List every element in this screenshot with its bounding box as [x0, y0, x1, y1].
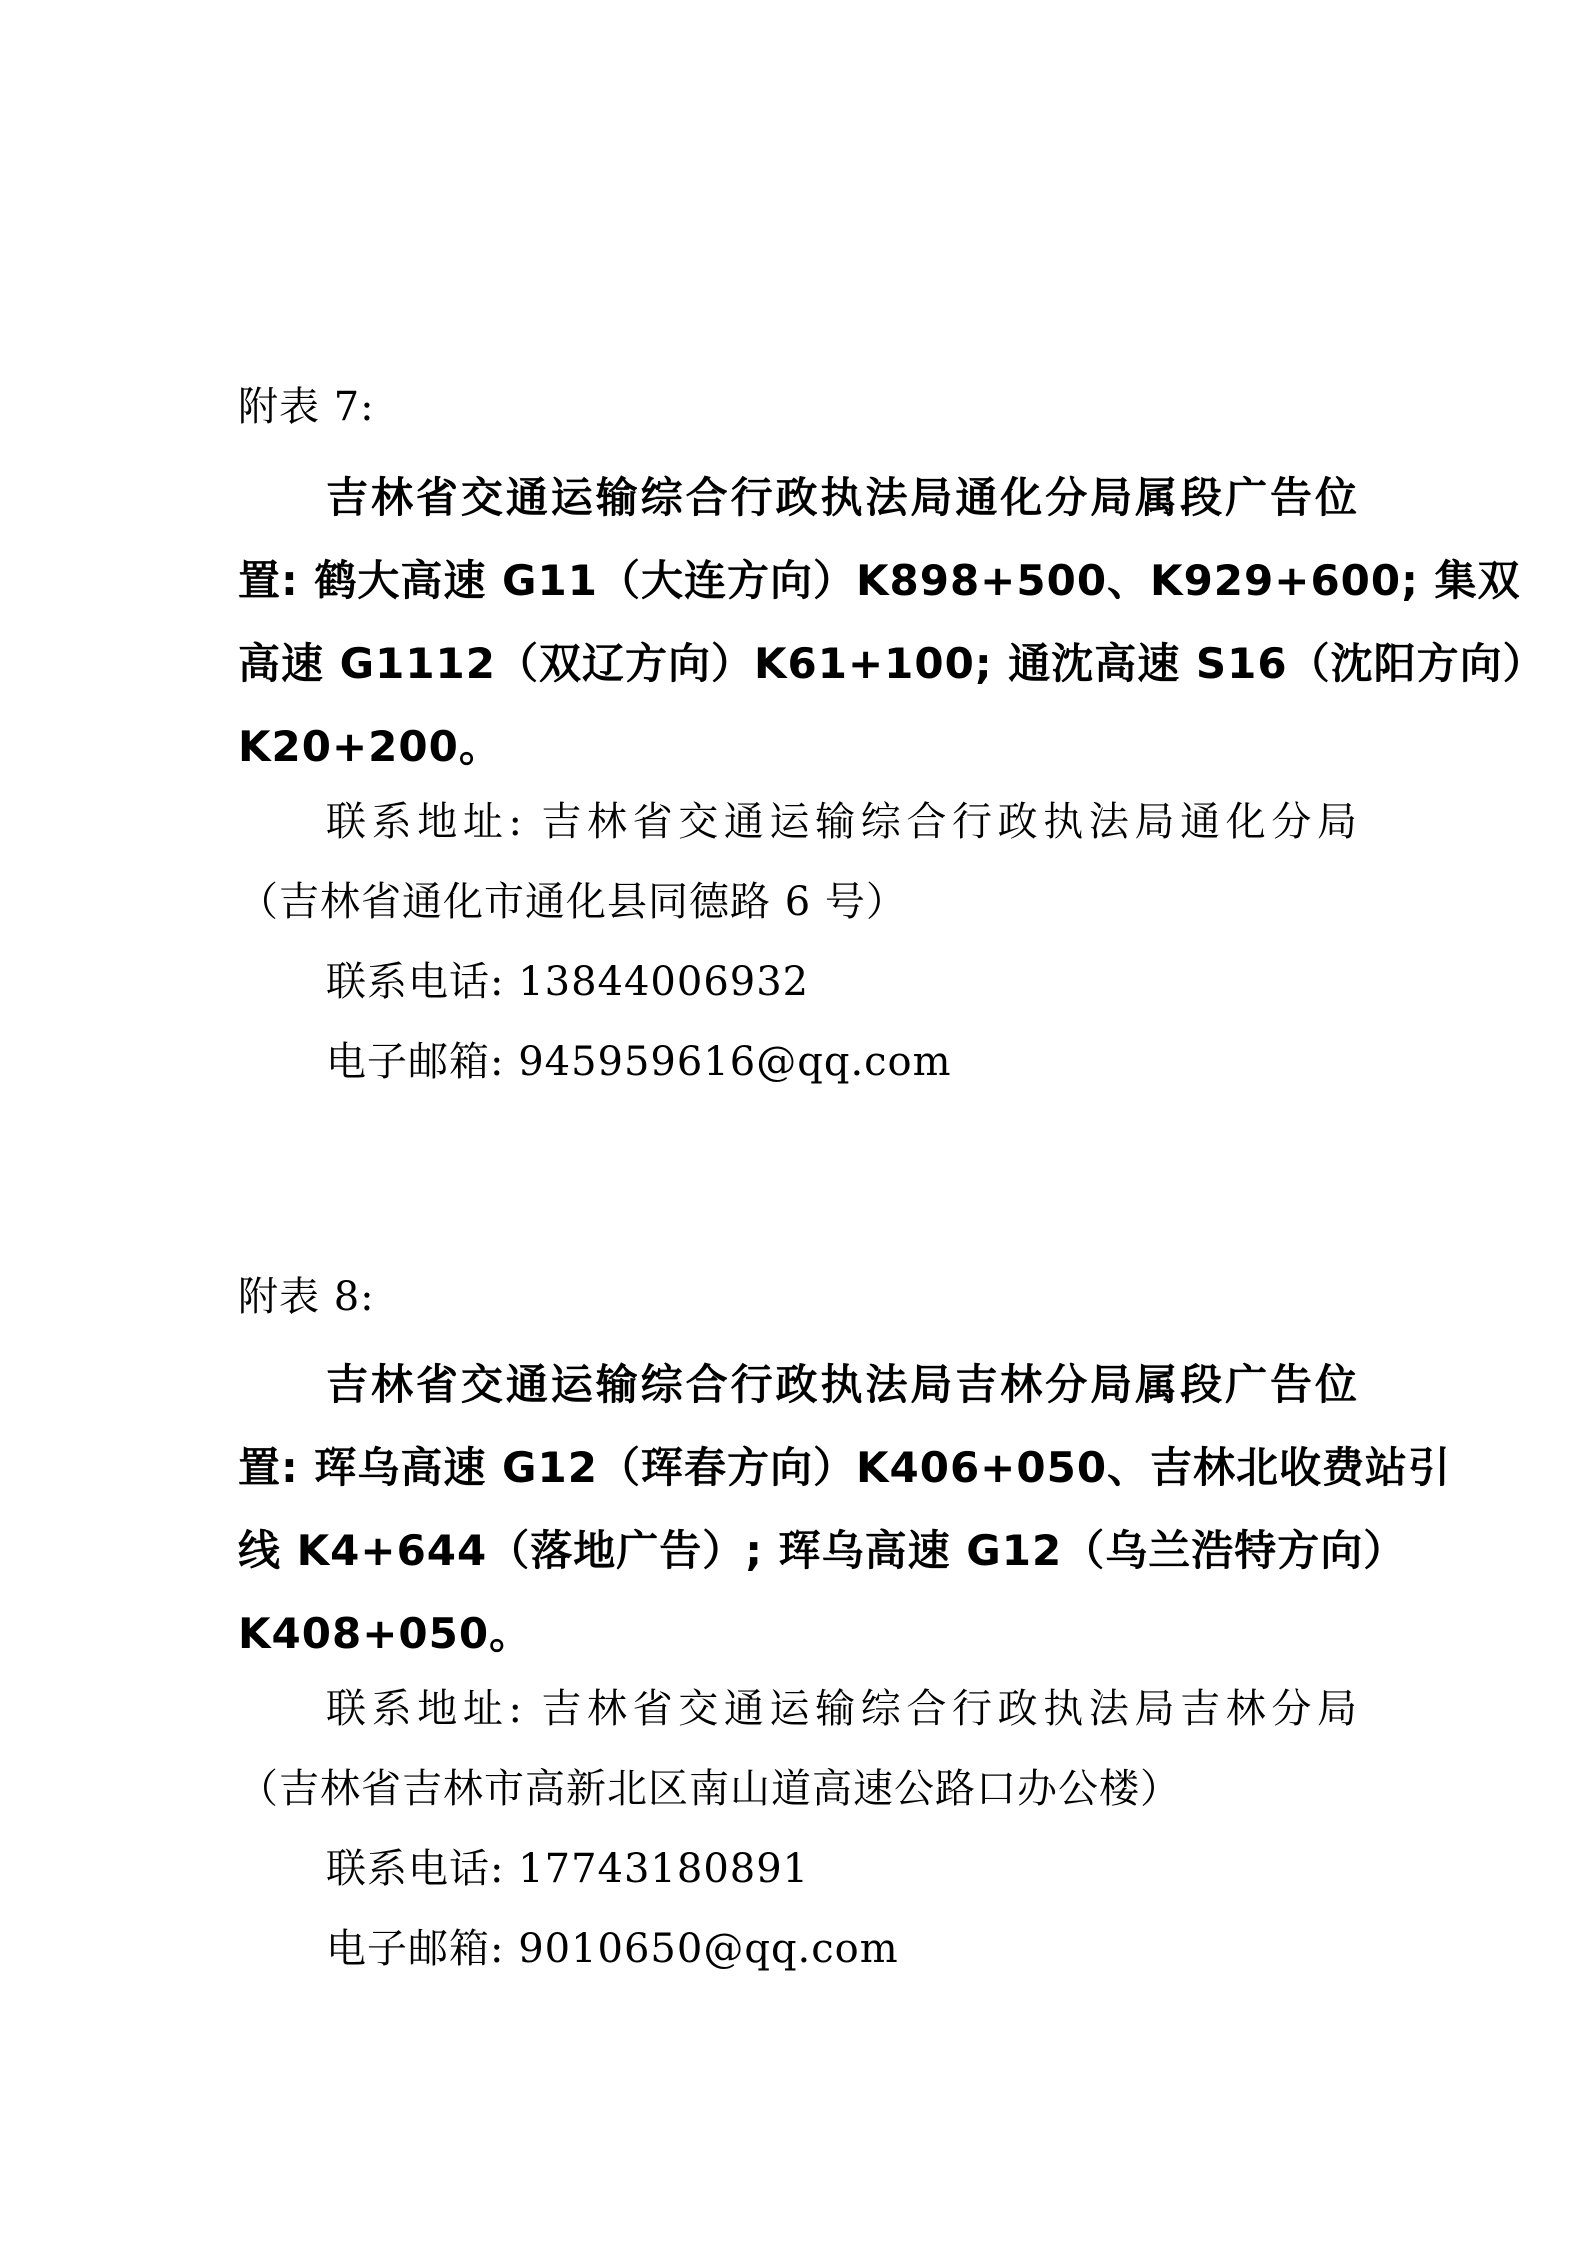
- section-8-title-line-2: 置: 珲乌高速 G12（珲春方向）K406+050、吉林北收费站引: [238, 1443, 1452, 1492]
- section-8-title-line-4: K408+050。: [238, 1609, 533, 1658]
- section-7-address-line-2: （吉林省通化市通化县同德路 6 号）: [238, 879, 907, 925]
- section-8-title-line-1: 吉林省交通运输综合行政执法局吉林分局属段广告位: [326, 1360, 1358, 1409]
- section-7-heading: 附表 7:: [238, 384, 375, 430]
- section-8-address-line-1: 联系地址: 吉林省交通运输综合行政执法局吉林分局: [326, 1686, 1358, 1732]
- section-8-title-line-3: 线 K4+644（落地广告）; 珲乌高速 G12（乌兰浩特方向）: [238, 1526, 1407, 1575]
- section-8-email: 电子邮箱: 9010650@qq.com: [326, 1926, 899, 1972]
- section-7-title-line-3: 高速 G1112（双辽方向）K61+100; 通沈高速 S16（沈阳方向）: [238, 639, 1546, 688]
- section-8-address-line-2: （吉林省吉林市高新北区南山道高速公路口办公楼）: [238, 1766, 1181, 1812]
- section-8-heading: 附表 8:: [238, 1274, 375, 1320]
- section-7-email: 电子邮箱: 945959616@qq.com: [326, 1039, 952, 1085]
- section-7-title-line-4: K20+200。: [238, 722, 502, 771]
- section-7-title-line-2: 置: 鹤大高速 G11（大连方向）K898+500、K929+600; 集双: [238, 556, 1521, 605]
- section-7-address-line-1: 联系地址: 吉林省交通运输综合行政执法局通化分局: [326, 799, 1358, 845]
- section-7-title-line-1: 吉林省交通运输综合行政执法局通化分局属段广告位: [326, 473, 1358, 522]
- section-8-phone: 联系电话: 17743180891: [326, 1846, 810, 1892]
- section-7-phone: 联系电话: 13844006932: [326, 959, 810, 1005]
